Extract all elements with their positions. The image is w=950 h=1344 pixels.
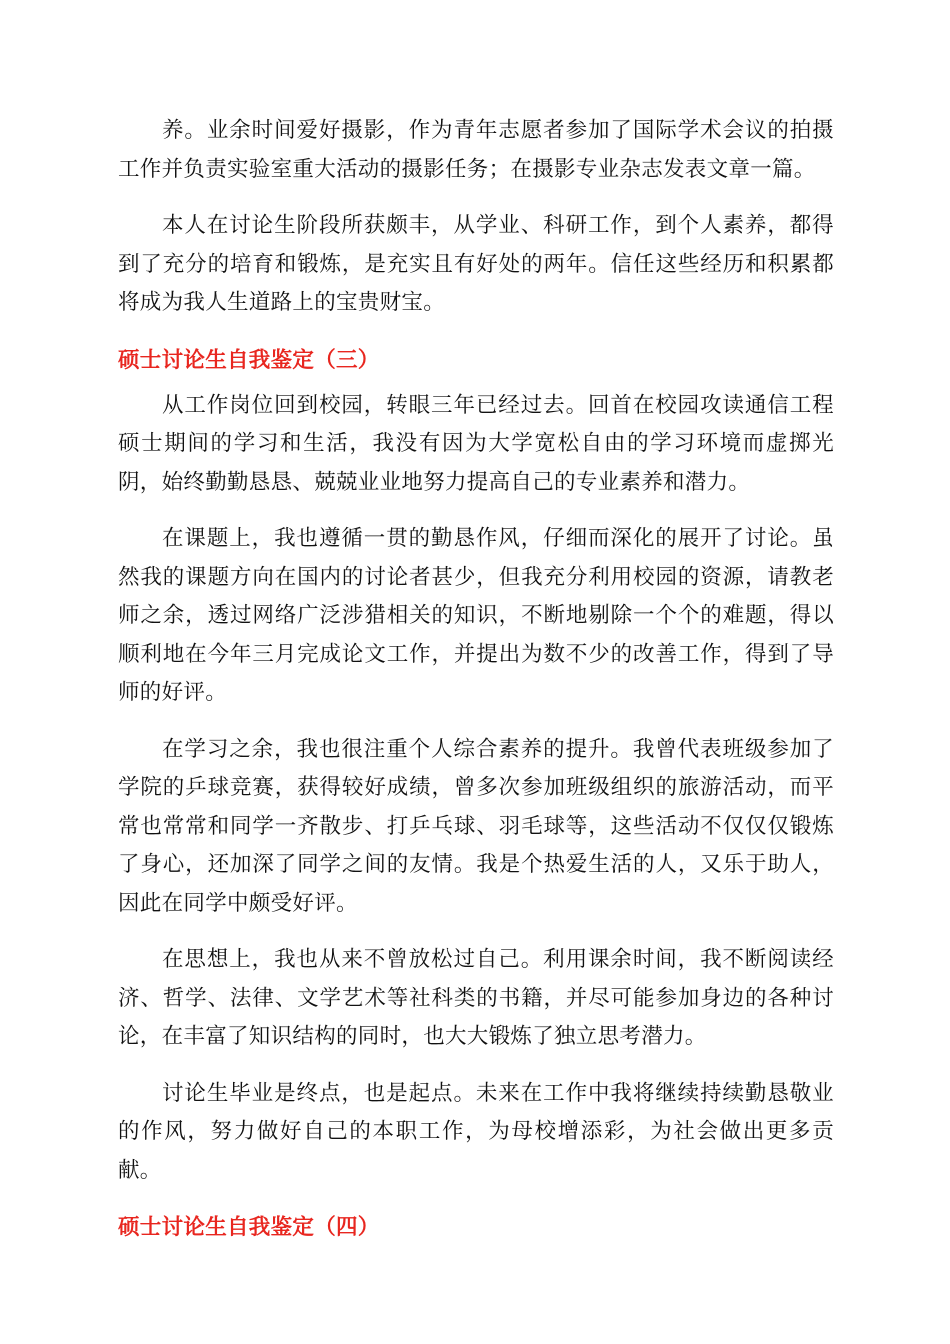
section-heading-4: 硕士讨论生自我鉴定（四）	[118, 1215, 380, 1240]
paragraph-research-topic: 在课题上，我也遵循一贯的勤恳作风，仔细而深化的展开了讨论。虽然我的课题方向在国内的讨论者甚少，但我充分利用校园的资源，请教老师之余，透过网络广泛涉猎相关的知识，不断地剔除一个个的难题，得以顺利地在今年三月完成论文工作，并提出为数不少的改善工作，得到了导师的好评。	[118, 526, 834, 705]
paragraph-graduation: 讨论生毕业是终点，也是起点。未来在工作中我将继续持续勤恳敬业的作风，努力做好自己的本职工作，为母校增添彩，为社会做出更多贡献。	[118, 1080, 834, 1183]
paragraph-summary: 本人在讨论生阶段所获颇丰，从学业、科研工作，到个人素养，都得到了充分的培育和锻炼，是充实且有好处的两年。信任这些经历和积累都将成为我人生道路上的宝贵财宝。	[118, 213, 834, 315]
paragraph-personal-quality: 在学习之余，我也很注重个人综合素养的提升。我曾代表班级参加了学院的乒球竞赛，获得较好成绩，曾多次参加班级组织的旅游活动，而平常也常常和同学一齐散步、打乒乓球、羽毛球等，这些活动不仅仅仅锻炼了身心，还加深了同学之间的友情。我是个热爱生活的人，又乐于助人，因此在同学中颇受好评。	[118, 736, 834, 916]
paragraph-thinking: 在思想上，我也从来不曾放松过自己。利用课余时间，我不断阅读经济、哲学、法律、文学艺术等社科类的书籍，并尽可能参加身边的各种讨论，在丰富了知识结构的同时，也大大锻炼了独立思考潜力。	[118, 947, 834, 1049]
paragraph-hobbies: 养。业余时间爱好摄影，作为青年志愿者参加了国际学术会议的拍摄工作并负责实验室重大活动的摄影任务；在摄影专业杂志发表文章一篇。	[118, 118, 834, 182]
paragraph-return-to-campus: 从工作岗位回到校园，转眼三年已经过去。回首在校园攻读通信工程硕士期间的学习和生活，我没有因为大学宽松自由的学习环境而虚掷光阴，始终勤勤恳恳、兢兢业业地努力提高自己的专业素养和潜力。	[118, 392, 834, 495]
section-heading-3: 硕士讨论生自我鉴定（三）	[118, 347, 380, 373]
document-page	[118, 112, 834, 1254]
